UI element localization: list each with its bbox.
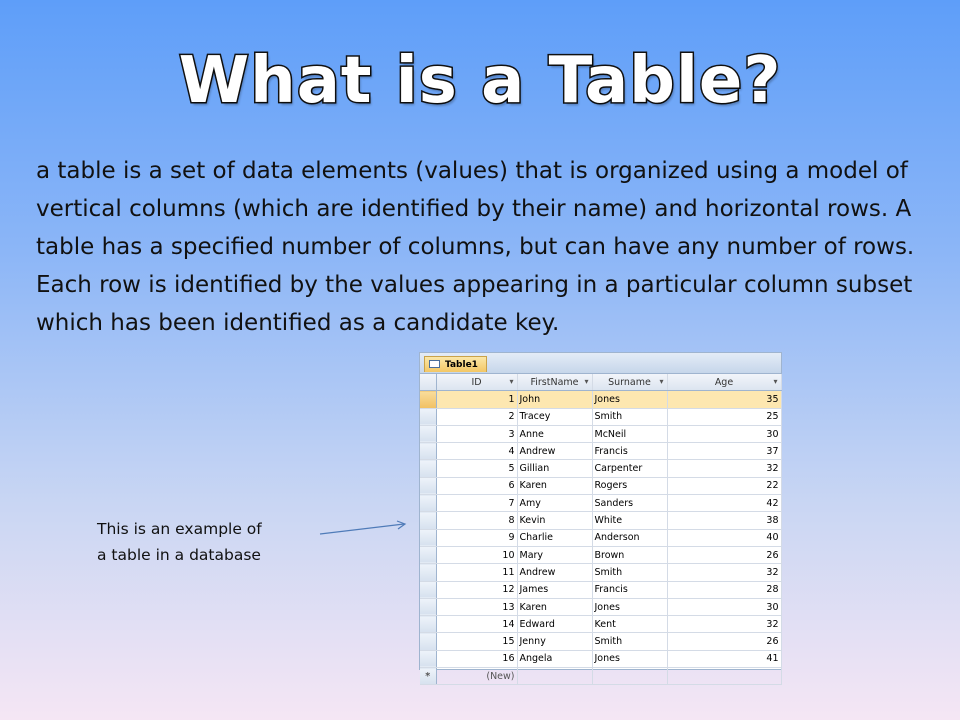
table-row[interactable] (420, 425, 781, 442)
cell-id[interactable]: 5 (436, 460, 517, 477)
cell-firstname[interactable]: Amy (517, 495, 592, 512)
cell-surname[interactable]: Rogers (592, 477, 667, 494)
record-selector[interactable] (420, 564, 436, 581)
cell-age[interactable]: 26 (667, 633, 781, 650)
cell-id[interactable]: 9 (436, 529, 517, 546)
cell-age[interactable]: 25 (667, 408, 781, 425)
slide-title: What is a Table? (178, 44, 782, 118)
slide-body-text: a table is a set of data elements (values) that is organized using a model of vertical columns (which are identified by their name) and horizontal rows. A table has a specified number of columns, but can have any number of rows. Each row is identified by the values appearing in a particular column subset which has been identified as a candidate key. (36, 158, 915, 336)
column-header-surname[interactable] (592, 374, 667, 391)
cell-id[interactable]: 3 (436, 425, 517, 442)
table-row[interactable] (420, 477, 781, 494)
cell-age[interactable]: 32 (667, 564, 781, 581)
cell-age[interactable]: 22 (667, 477, 781, 494)
column-header-age-label: Age (714, 376, 734, 388)
table-row[interactable] (420, 529, 781, 546)
cell-surname[interactable]: Brown (592, 546, 667, 563)
cell-surname[interactable]: Sanders (592, 495, 667, 512)
table-row[interactable] (420, 408, 781, 425)
cell-age[interactable]: 26 (667, 546, 781, 563)
record-selector[interactable] (420, 546, 436, 563)
cell-id[interactable]: 11 (436, 564, 517, 581)
table-row[interactable] (420, 616, 781, 633)
table-icon (429, 360, 440, 368)
sort-dropdown-icon[interactable]: ▾ (584, 377, 589, 386)
cell-surname[interactable]: Anderson (592, 529, 667, 546)
cell-firstname[interactable]: John (517, 391, 592, 408)
table-row[interactable] (420, 443, 781, 460)
new-record-label[interactable]: (New) (436, 668, 517, 685)
table-row[interactable] (420, 581, 781, 598)
column-header-firstname-label: FirstName (530, 376, 579, 388)
new-record-selector[interactable]: * (420, 668, 436, 685)
record-selector[interactable] (420, 495, 436, 512)
cell-id[interactable]: 7 (436, 495, 517, 512)
cell-firstname[interactable]: Kevin (517, 512, 592, 529)
cell-firstname[interactable]: Mary (517, 546, 592, 563)
caption (97, 516, 317, 568)
record-selector[interactable] (420, 633, 436, 650)
cell-age[interactable]: 37 (667, 443, 781, 460)
table-row[interactable] (420, 495, 781, 512)
tab-table1[interactable] (424, 356, 487, 372)
cell-age[interactable]: 32 (667, 460, 781, 477)
cell-age[interactable]: 35 (667, 391, 781, 408)
record-selector[interactable] (420, 443, 436, 460)
cell-age[interactable]: 41 (667, 650, 781, 667)
record-selector[interactable] (420, 616, 436, 633)
cell-surname[interactable]: McNeil (592, 425, 667, 442)
cell-age[interactable]: 40 (667, 529, 781, 546)
cell-surname[interactable]: Jones (592, 598, 667, 615)
record-selector[interactable] (420, 598, 436, 615)
table-row[interactable] (420, 391, 781, 408)
record-selector[interactable] (420, 391, 436, 408)
cell-id[interactable]: 16 (436, 650, 517, 667)
record-selector[interactable] (420, 529, 436, 546)
cell-firstname[interactable]: Charlie (517, 529, 592, 546)
cell-surname[interactable]: Kent (592, 616, 667, 633)
cell-age[interactable]: 38 (667, 512, 781, 529)
cell-id[interactable]: 1 (436, 391, 517, 408)
cell-id[interactable]: 14 (436, 616, 517, 633)
cell-id[interactable]: 2 (436, 408, 517, 425)
sort-dropdown-icon[interactable]: ▾ (773, 377, 778, 386)
caption-line-2: a table in a database (97, 546, 261, 564)
cell-firstname[interactable]: Andrew (517, 564, 592, 581)
column-header-age[interactable] (667, 374, 781, 391)
cell-firstname[interactable]: Tracey (517, 408, 592, 425)
cell-id[interactable]: 15 (436, 633, 517, 650)
table-row[interactable] (420, 512, 781, 529)
table-cell[interactable] (592, 668, 667, 685)
table-row[interactable] (420, 650, 781, 667)
datasheet-grid (420, 374, 782, 685)
column-header-firstname[interactable] (517, 374, 592, 391)
cell-age[interactable]: 30 (667, 598, 781, 615)
cell-id[interactable]: 13 (436, 598, 517, 615)
cell-id[interactable]: 4 (436, 443, 517, 460)
record-selector[interactable] (420, 477, 436, 494)
cell-surname[interactable]: Carpenter (592, 460, 667, 477)
record-selector[interactable] (420, 460, 436, 477)
pointer-arrow (318, 518, 410, 542)
cell-id[interactable]: 8 (436, 512, 517, 529)
new-record-row[interactable] (420, 668, 781, 685)
column-header-id-label: ID (471, 376, 482, 388)
table-row[interactable] (420, 598, 781, 615)
tab-table1-label: Table1 (445, 360, 478, 370)
table-cell[interactable] (517, 668, 592, 685)
cell-surname[interactable]: Smith (592, 408, 667, 425)
cell-surname[interactable]: Francis (592, 581, 667, 598)
cell-surname[interactable]: Smith (592, 564, 667, 581)
table-cell[interactable] (667, 668, 781, 685)
cell-firstname[interactable]: Andrew (517, 443, 592, 460)
table-row[interactable] (420, 546, 781, 563)
select-all-corner[interactable] (420, 374, 436, 391)
datasheet-tab-bar (420, 353, 781, 374)
table-row[interactable] (420, 633, 781, 650)
cell-firstname[interactable]: Gillian (517, 460, 592, 477)
cell-surname[interactable]: Jones (592, 391, 667, 408)
cell-firstname[interactable]: Jenny (517, 633, 592, 650)
table-row[interactable] (420, 460, 781, 477)
caption-line-1: This is an example of (97, 520, 262, 538)
cell-firstname[interactable]: James (517, 581, 592, 598)
cell-firstname[interactable]: Angela (517, 650, 592, 667)
cell-surname[interactable]: White (592, 512, 667, 529)
sort-dropdown-icon[interactable]: ▾ (509, 377, 514, 386)
cell-firstname[interactable]: Edward (517, 616, 592, 633)
cell-age[interactable]: 30 (667, 425, 781, 442)
cell-firstname[interactable]: Karen (517, 477, 592, 494)
cell-surname[interactable]: Francis (592, 443, 667, 460)
cell-age[interactable]: 42 (667, 495, 781, 512)
column-header-id[interactable] (436, 374, 517, 391)
cell-surname[interactable]: Smith (592, 633, 667, 650)
table-row[interactable] (420, 564, 781, 581)
record-selector[interactable] (420, 512, 436, 529)
record-selector[interactable] (420, 650, 436, 667)
cell-id[interactable]: 6 (436, 477, 517, 494)
record-selector[interactable] (420, 581, 436, 598)
cell-id[interactable]: 12 (436, 581, 517, 598)
sort-dropdown-icon[interactable]: ▾ (659, 377, 664, 386)
record-selector[interactable] (420, 425, 436, 442)
column-header-surname-label: Surname (608, 376, 651, 388)
cell-id[interactable]: 10 (436, 546, 517, 563)
header-row (420, 374, 781, 391)
cell-age[interactable]: 28 (667, 581, 781, 598)
record-selector[interactable] (420, 408, 436, 425)
cell-firstname[interactable]: Karen (517, 598, 592, 615)
cell-firstname[interactable]: Anne (517, 425, 592, 442)
cell-age[interactable]: 32 (667, 616, 781, 633)
cell-surname[interactable]: Jones (592, 650, 667, 667)
datasheet-window (419, 352, 782, 682)
